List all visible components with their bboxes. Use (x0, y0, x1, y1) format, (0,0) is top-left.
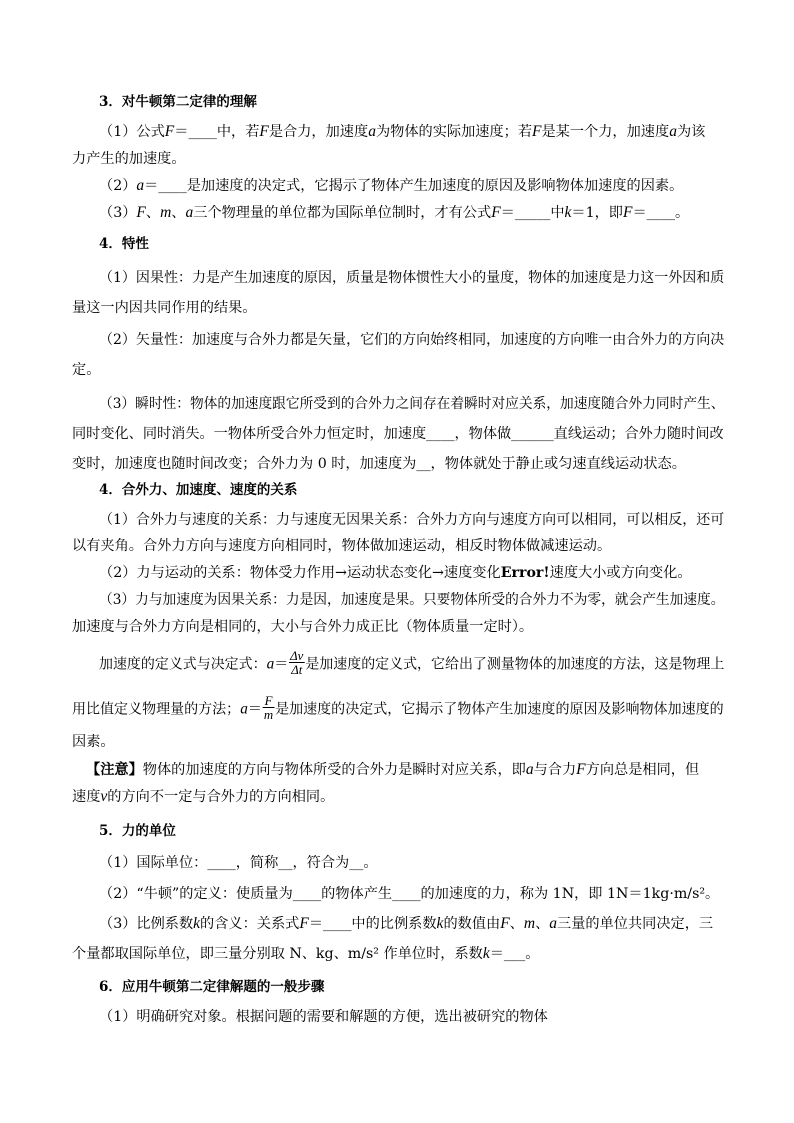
paragraph-sec3-1-cont: 力产生的加速度。 (72, 151, 186, 167)
fraction-dv-dt: $\frac{\Delta v}{\Delta t}$ (290, 648, 304, 677)
paragraph-note: 【注意】物体的加速度的方向与物体所受的合外力是瞬时对应关系，即a与合力F方向总是相同，但 (86, 761, 700, 778)
paragraph-vector: （2）矢量性：加速度与合外力都是矢量，它们的方向始终相同，加速度的方向唯一由合外力的方向决 (99, 332, 725, 348)
paragraph-sec3-2: （2）a＝____是加速度的决定式，它揭示了物体产生加速度的原因及影响物体加速度的因素。 (99, 177, 684, 194)
paragraph-definition-formula: 加速度的定义式与决定式：a＝ $\frac{\Delta v}{\Delta t}$ 是加速度的定义式，它给出了测量物体的加速度的方法，这是物理上 (99, 648, 725, 677)
paragraph-sec3-3: （3）F、m、a三个物理量的单位都为国际单位制时，才有公式F＝_____中k＝1，即F＝____。 (99, 204, 690, 221)
paragraph-instantaneity-3: 变时，加速度也随时间改变；合外力为 0 时，加速度为__，物体就处于静止或匀速直线运动状态。 (72, 456, 686, 472)
paragraph-instantaneity: （3）瞬时性：物体的加速度跟它所受到的合外力之间存在着瞬时对应关系，加速度随合外力同时产生、 (99, 396, 725, 412)
paragraph-force-velocity-cont: 以有夹角。合外力方向与速度方向相同时，物体做加速运动，相反时物体做减速运动。 (72, 538, 612, 554)
paragraph-si-unit: （1）国际单位：____，简称__，符合为__。 (99, 855, 378, 871)
paragraph-definition-formula-2: 用比值定义物理量的方法；a＝ $\frac{F}{m}$ 是加速度的决定式，它揭示了物体产生加速度的原因及影响物体加速度的 (72, 693, 724, 722)
paragraph-sec3-1: （1）公式F＝____中，若F是合力，加速度a为物体的实际加速度；若F是某一个力，加速度a为该 (99, 123, 706, 140)
paragraph-newton-definition: （2）“牛顿”的定义：使质量为____的物体产生____的加速度的力，称为 1N，即 1N＝1kg·m/s²。 (99, 886, 720, 902)
paragraph-force-acceleration: （3）力与加速度为因果关系：力是因，加速度是果。只要物体所受的合外力不为零，就会产生加速度。 (99, 592, 725, 608)
paragraph-coefficient: （3）比例系数k的含义：关系式F＝____中的比例系数k的数值由F、m、a三量的单位共同决定，三 (99, 915, 714, 932)
paragraph-force-motion: （2）力与运动的关系：物体受力作用→运动状态变化→速度变化Error!速度大小或方向变化。 (99, 565, 692, 581)
paragraph-vector-cont: 定。 (72, 362, 101, 378)
heading-sec4-relation: 4．合外力、加速度、速度的关系 (99, 482, 298, 498)
paragraph-causality-cont: 量这一内因共同作用的结果。 (72, 300, 257, 316)
heading-sec5: 5．力的单位 (99, 823, 176, 839)
paragraph-force-velocity: （1）合外力与速度的关系：力与速度无因果关系：合外力方向与速度方向可以相同，可以相反，还可 (99, 512, 725, 528)
heading-sec3: 3．对牛顿第二定律的理解 (99, 94, 257, 110)
paragraph-force-acceleration-cont: 加速度与合外力方向是相同的，大小与合外力成正比（物体质量一定时）。 (72, 619, 534, 635)
paragraph-definition-formula-3: 因素。 (72, 734, 115, 750)
paragraph-step-1: （1）明确研究对象。根据问题的需要和解题的方便，选出被研究的物体 (99, 1009, 548, 1025)
paragraph-coefficient-cont: 个量都取国际单位，即三量分别取 N、kg、m/s² 作单位时，系数k＝___。 (72, 945, 540, 962)
paragraph-causality: （1）因果性：力是产生加速度的原因，质量是物体惯性大小的量度，物体的加速度是力这一外因和质 (99, 270, 725, 286)
paragraph-note-cont: 速度v的方向不一定与合外力的方向相同。 (72, 788, 335, 805)
heading-sec4-properties: 4．特性 (99, 236, 149, 252)
fraction-F-m: $\frac{F}{m}$ (263, 693, 274, 722)
paragraph-instantaneity-2: 同时变化、同时消失。一物体所受合外力恒定时，加速度____，物体做______直线运动；合外力随时间改 (72, 426, 724, 442)
heading-sec6: 6．应用牛顿第二定律解题的一般步骤 (99, 979, 325, 995)
